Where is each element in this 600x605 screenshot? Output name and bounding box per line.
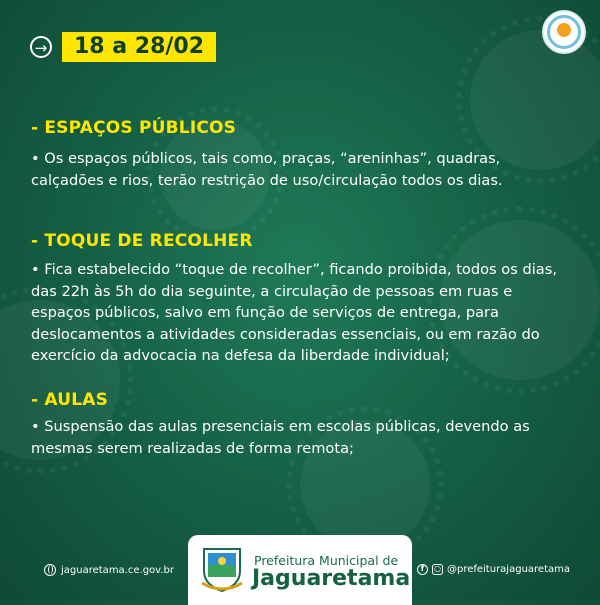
crest-icon [200, 543, 244, 593]
section-body-toque-de-recolher: • Fica estabelecido “toque de recolher”, ficando proibida, todos os dias, das 22h às 5h do dia seguinte, a circulação de pessoas em ruas e espaços públicos, salvo em função de serviços de entrega, para deslocamentos a atividades consideradas essenciais, ou em razão do exercício da advocacia na defesa da liberdade individual; [31, 261, 557, 364]
section-body-aulas: • Suspensão das aulas presenciais em escolas públicas, devendo as mesmas serem realizadas de forma remota; [31, 418, 530, 457]
instagram-icon: ○ [432, 564, 443, 575]
sun-logo-badge-icon [542, 10, 586, 54]
logo-line2: Jaguaretama [252, 566, 411, 591]
section-title-aulas: - AULAS [31, 390, 109, 410]
date-range-label: 18 a 28/02 [62, 32, 216, 62]
arrow-right-circle-icon: → [30, 36, 52, 58]
footer-social-handle: @prefeiturajaguaretama [446, 564, 570, 575]
municipal-logo-card [188, 535, 412, 605]
logo-line1: Prefeitura Municipal de [254, 553, 399, 568]
footer-website-text: jaguaretama.ce.gov.br [61, 564, 174, 576]
section-title-toque-de-recolher: - TOQUE DE RECOLHER [31, 231, 253, 251]
facebook-icon: f [417, 564, 428, 575]
footer-website[interactable] [44, 564, 174, 576]
section-body-espacos-publicos: • Os espaços públicos, tais como, praças, “areninhas”, quadras, calçadões e rios, terão restrição de uso/circulação todos os dias. [31, 150, 503, 189]
section-title-espacos-publicos: - ESPAÇOS PÚBLICOS [31, 118, 237, 138]
globe-icon [44, 564, 56, 576]
footer-social[interactable] [417, 564, 570, 575]
header [30, 32, 216, 62]
